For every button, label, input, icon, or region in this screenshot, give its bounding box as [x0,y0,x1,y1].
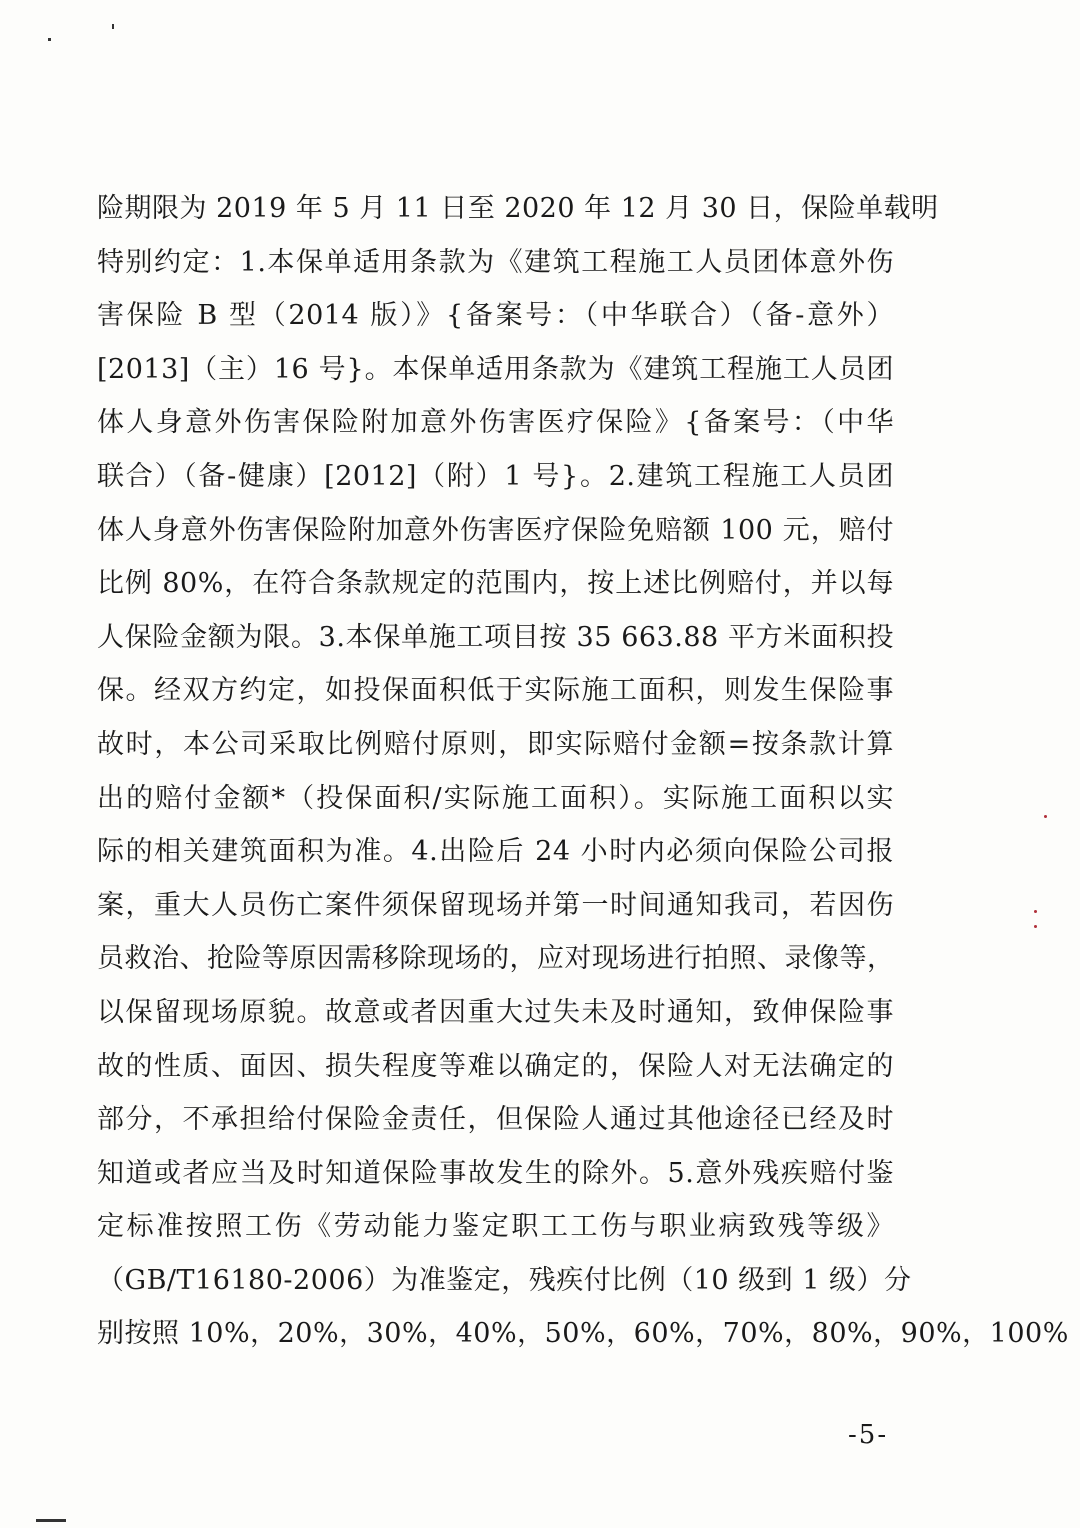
scan-speck [1044,815,1047,818]
text-line: 故时，本公司采取比例赔付原则，即实际赔付金额=按条款计算 [97,728,894,760]
text-line: 际的相关建筑面积为准。4.出险后 24 小时内必须向保险公司报 [97,836,894,868]
text-line: 员救治、抢险等原因需移除现场的，应对现场进行拍照、录像等， [97,943,895,975]
text-line: 体人身意外伤害保险附加意外伤害医疗保险》{备案号：（中华 [97,407,894,439]
text-line: 比例 80%，在符合条款规定的范围内，按上述比例赔付，并以每 [97,568,894,600]
scan-speck [48,38,51,41]
text-line: 案，重大人员伤亡案件须保留现场并第一时间通知我司，若因伤 [97,889,894,921]
scan-speck [1034,925,1037,928]
text-line: 特别约定：1.本保单适用条款为《建筑工程施工人员团体意外伤 [97,246,894,278]
text-line: 部分，不承担给付保险金责任，但保险人通过其他途径已经及时 [97,1104,894,1136]
page-number: -5- [848,1420,889,1450]
text-line: 以保留现场原貌。故意或者因重大过失未及时通知，致伸保险事 [97,996,894,1028]
text-line: （GB/T16180-2006）为准鉴定，残疾付比例（10 级到 1 级）分 [97,1264,912,1296]
text-line: 故的性质、面因、损失程度等难以确定的，保险人对无法确定的 [97,1050,894,1082]
scan-speck [1034,910,1037,913]
body-text [97,182,1069,1361]
text-line: 人保险金额为限。3.本保单施工项目按 35 663.88 平方米面积投 [97,621,894,653]
text-line: 害保险 B 型（2014 版）》{备案号：（中华联合）（备-意外） [97,300,894,332]
text-line: 体人身意外伤害保险附加意外伤害医疗保险免赔额 100 元，赔付 [97,514,894,546]
text-line: 险期限为 2019 年 5 月 11 日至 2020 年 12 月 30 日，保险单载明 [97,193,939,224]
text-line: 保。经双方约定，如投保面积低于实际施工面积，则发生保险事 [97,675,894,707]
scan-speck [112,24,114,29]
scan-edge-line [36,1519,66,1522]
text-line: 联合）（备-健康）[2012]（附）1 号}。2.建筑工程施工人员团 [97,460,894,492]
text-line: [2013]（主）16 号}。本保单适用条款为《建筑工程施工人员团 [97,353,894,385]
text-line: 别按照 10%，20%，30%，40%，50%，60%，70%，80%，90%，100% [97,1318,1069,1350]
text-line: 知道或者应当及时知道保险事故发生的除外。5.意外残疾赔付鉴 [97,1157,894,1189]
text-line: 定标准按照工伤《劳动能力鉴定职工工伤与职业病致残等级》 [97,1211,894,1243]
text-line: 出的赔付金额*（投保面积/实际施工面积）。实际施工面积以实 [97,782,894,814]
